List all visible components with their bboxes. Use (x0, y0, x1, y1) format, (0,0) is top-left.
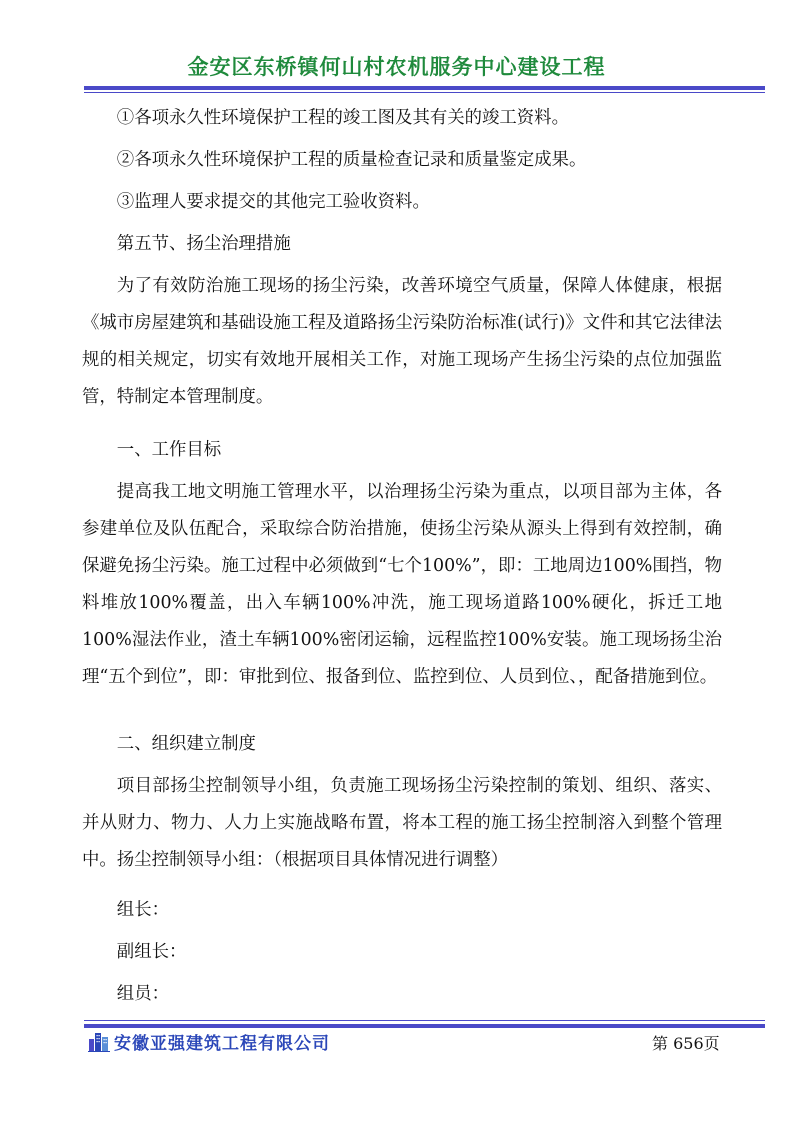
list-item-1: ①各项永久性环境保护工程的竣工图及其有关的竣工资料。 (116, 108, 569, 128)
list-item-2: ②各项永久性环境保护工程的质量检查记录和质量鉴定成果。 (116, 150, 587, 170)
members-line: 组员： (116, 984, 169, 1004)
footer-company-name: 安徽亚强建筑工程有限公司 (114, 1034, 330, 1054)
heading-work-goal: 一、工作目标 (116, 440, 222, 460)
header-rule-thin (84, 92, 765, 93)
list-item-3: ③监理人要求提交的其他完工验收资料。 (116, 192, 430, 212)
footer-rule-thick (84, 1024, 765, 1028)
intro-paragraph: 为了有效防治施工现场的扬尘污染，改善环境空气质量，保障人体健康，根据《城市房屋建筑和基础设施工程及道路扬尘污染防治标准(试行)》文件和其它法律法规的相关规定，切实有效地开展相关工作，对施工现场产生扬尘污染的点位加强监管，特制定本管理制度。 (82, 276, 722, 407)
header-rule-thick (84, 86, 765, 90)
footer-page-number: 第 656页 (652, 1034, 720, 1053)
company-building-logo-icon (88, 1030, 110, 1052)
section-title: 第五节、扬尘治理措施 (116, 234, 291, 254)
deputy-leader-line: 副组长： (116, 942, 187, 962)
organization-paragraph: 项目部扬尘控制领导小组，负责施工现场扬尘污染控制的策划、组织、落实、并从财力、物力、人力上实施战略布置，将本工程的施工扬尘控制溶入到整个管理中。扬尘控制领导小组：（根据项目具体情况进行调整） (82, 776, 722, 870)
heading-organization: 二、组织建立制度 (116, 734, 256, 754)
footer-rule-thin (84, 1020, 765, 1021)
leader-line: 组长： (116, 900, 169, 920)
page-header-title: 金安区东桥镇何山村农机服务中心建设工程 (187, 55, 606, 79)
goal-paragraph: 提高我工地文明施工管理水平，以治理扬尘污染为重点，以项目部为主体，各参建单位及队伍配合，采取综合防治措施，使扬尘污染从源头上得到有效控制，确保避免扬尘污染。施工过程中必须做到“七个100%”，即：工地周边100%围挡，物料堆放100%覆盖，出入车辆100%冲洗，施工现场道路100%硬化，拆迁工地100%湿法作业，渣土车辆100%密闭运输，远程监控100%安装。施工现场扬尘治理“五个到位”，即：审批到位、报备到位、监控到位、人员到位、，配备措施到位。 (82, 482, 722, 687)
